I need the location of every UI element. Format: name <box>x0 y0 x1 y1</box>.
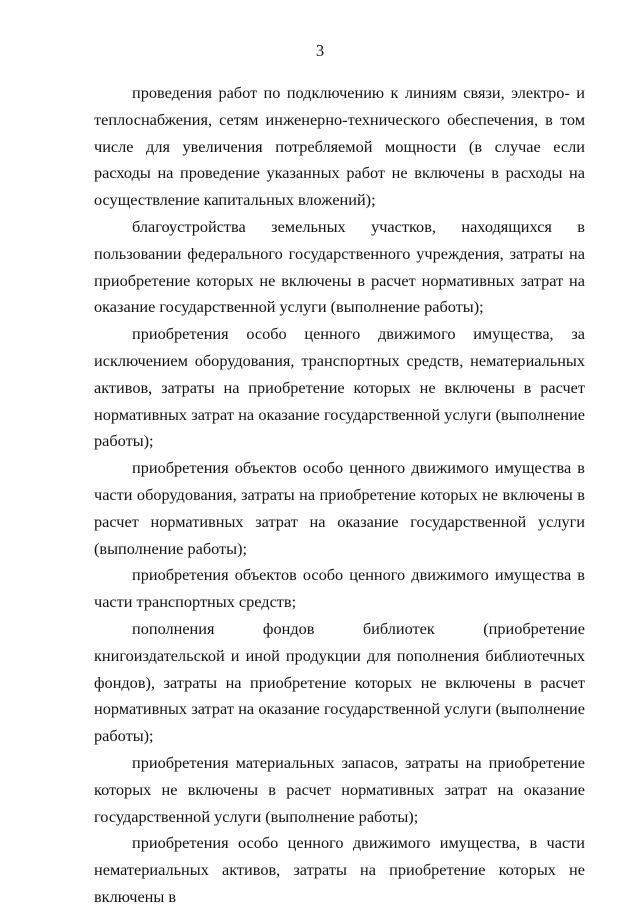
paragraph-land-improvement: благоустройства земельных участков, находящихся в пользовании федерального государственного учреждения, затраты на приобретение которых не включены в расчет нормативных затрат на оказание государственной услуги (выполнение работы); <box>94 216 585 317</box>
paragraph-vehicles: приобретения объектов особо ценного движимого имущества в части транспортных средств; <box>94 565 585 612</box>
page-number: 3 <box>315 41 325 60</box>
paragraph-equipment: приобретения объектов особо ценного движимого имущества в части оборудования, затраты на приобретение которых не включены в расчет нормативных затрат на оказание государственной услуги (выполнение работы); <box>94 458 585 558</box>
paragraph-intangible-assets: приобретения особо ценного движимого имущества, в части нематериальных активов, затраты на приобретение которых не включены в <box>94 833 585 906</box>
paragraph-valuable-property: приобретения особо ценного движимого имущества, за исключением оборудования, транспортных средств, нематериальных активов, затраты на приобретение которых не включены в расчет нормативных затрат на оказание государственной услуги (выполнение работы); <box>94 324 585 451</box>
document-body <box>94 80 585 911</box>
paragraph-material-stocks: приобретения материальных запасов, затраты на приобретение которых не включены в расчет нормативных затрат на оказание государственной услуги (выполнение работы); <box>94 752 585 826</box>
paragraph-connection-works: проведения работ по подключению к линиям связи, электро- и теплоснабжения, сетям инженерно-технического обеспечения, в том числе для увеличения потребляемой мощности (в случае если расходы на проведение указанных работ не включены в расходы на осуществление капитальных вложений); <box>94 83 585 210</box>
paragraph-library-funds: пополнения фондов библиотек (приобретение книгоиздательской и иной продукции для пополнения библиотечных фондов), затраты на приобретение которых не включены в расчет нормативных затрат на оказание государственной услуги (выполнение работы); <box>94 618 585 746</box>
